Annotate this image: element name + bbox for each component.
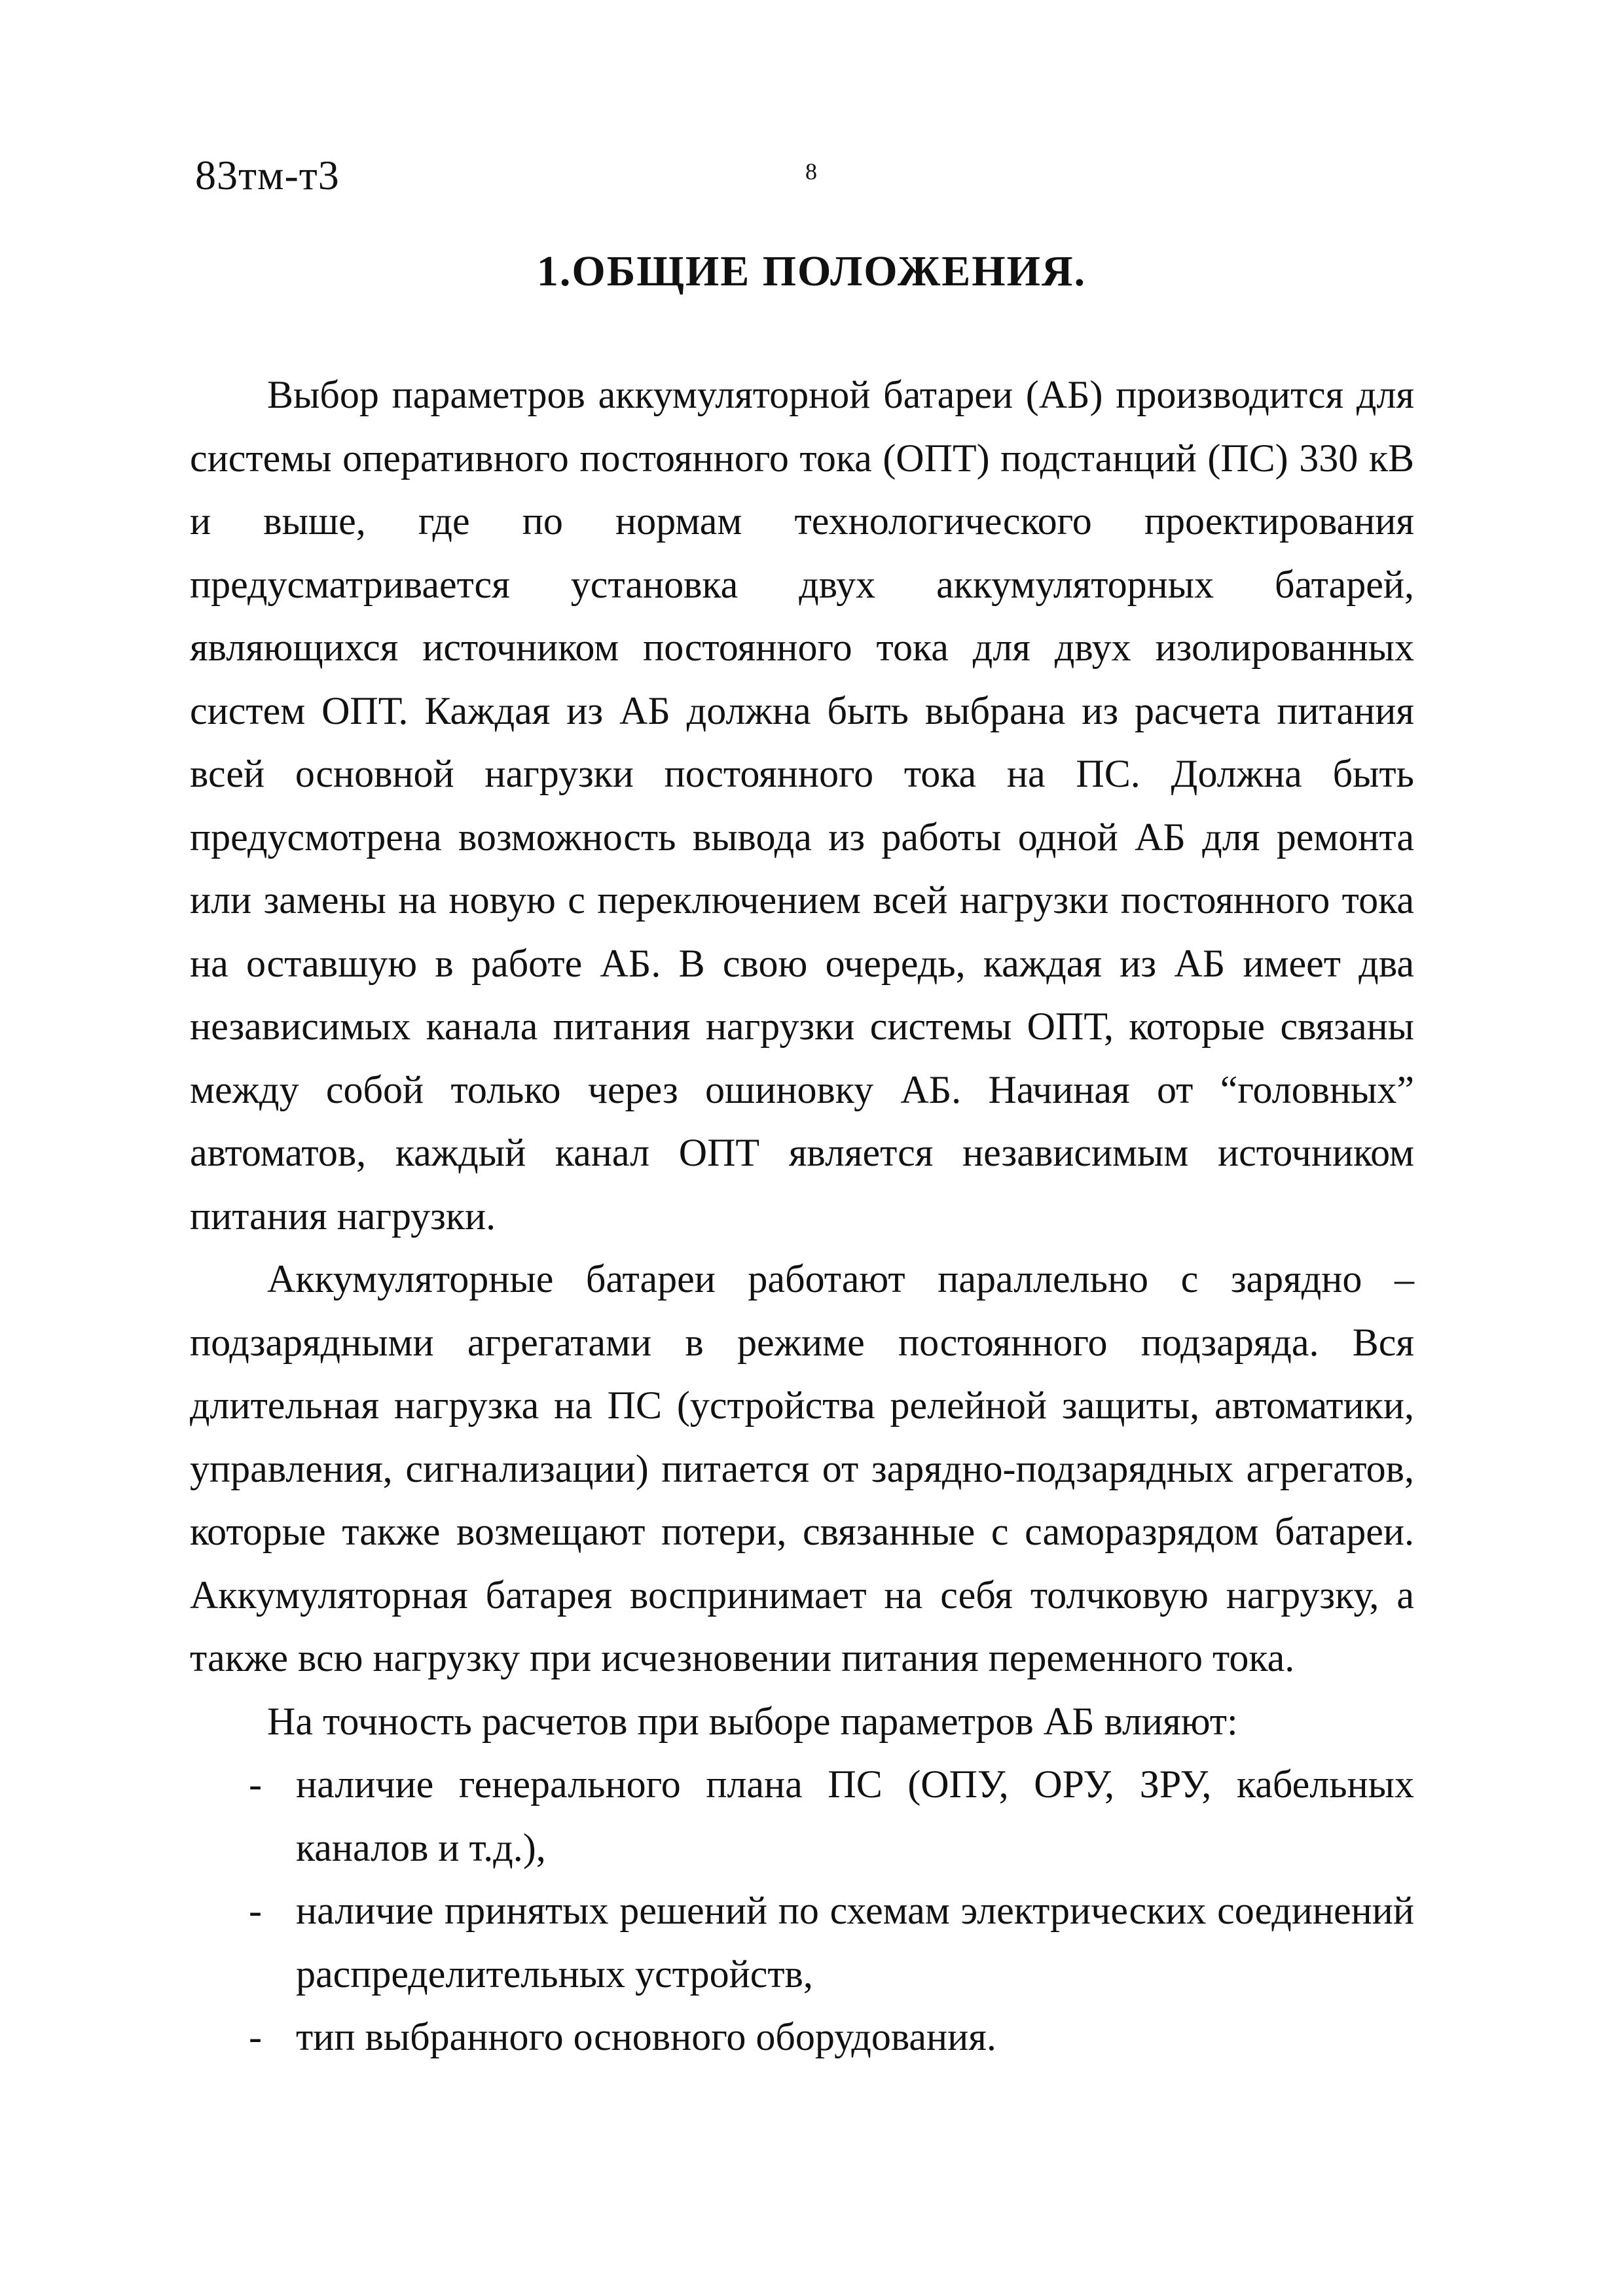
section-title: 1.ОБЩИЕ ПОЛОЖЕНИЯ. <box>536 247 1087 295</box>
list-bullet: - <box>249 1763 262 1806</box>
paragraph: Аккумуляторные батареи работают параллельно с зарядно –подзарядными агрегатами в режиме постоянного подзаряда. Вся длительная нагрузка на ПС (устройства релейной защиты, автоматики, управления, сигнализации) питается от зарядно-подзарядных агрегатов, которые также возмещают потери, связанные с саморазрядом батареи. Аккумуляторная батарея воспринимает на себя толчковую нагрузку, а также всю нагрузку при исчезновении питания переменного тока. <box>190 1257 1414 1679</box>
list-item <box>190 2005 1414 2069</box>
paragraph: Выбор параметров аккумуляторной батареи (АБ) производится для системы оперативного постоянного тока (ОПТ) подстанций (ПС) 330 кВ и выше, где по нормам технологического проектирования предусматривается установка двух аккумуляторных батарей, являющихся источником постоянного тока для двух изолированных систем ОПТ. Каждая из АБ должна быть выбрана из расчета питания всей основной нагрузки постоянного тока на ПС. Должна быть предусмотрена возможность вывода из работы одной АБ для ремонта или замены на новую с переключением всей нагрузки постоянного тока на оставшую в работе АБ. В свою очередь, каждая из АБ имеет два независимых канала питания нагрузки системы ОПТ, которые связаны между собой только через ошиновку АБ. Начиная от “головных” автоматов, каждый канал ОПТ является независимым источником питания нагрузки. <box>190 373 1414 1238</box>
list-item-text: тип выбранного основного оборудования. <box>296 2015 996 2058</box>
list-bullet: - <box>249 2015 262 2058</box>
list-item-text: наличие генерального плана ПС (ОПУ, ОРУ, ЗРУ, кабельных каналов и т.д.), <box>296 1763 1414 1869</box>
paragraph: На точность расчетов при выборе параметров АБ влияют: <box>267 1699 1238 1743</box>
factors-list <box>190 1753 1414 2069</box>
list-item <box>190 1879 1414 2005</box>
document-body <box>190 363 1414 2069</box>
list-item <box>190 1753 1414 1879</box>
document-code: 83тм-т3 <box>195 152 340 198</box>
list-item-text: наличие принятых решений по схемам электрических соединений распределительных устройств, <box>296 1889 1414 1996</box>
page-number: 8 <box>805 158 817 185</box>
list-bullet: - <box>249 1889 262 1932</box>
